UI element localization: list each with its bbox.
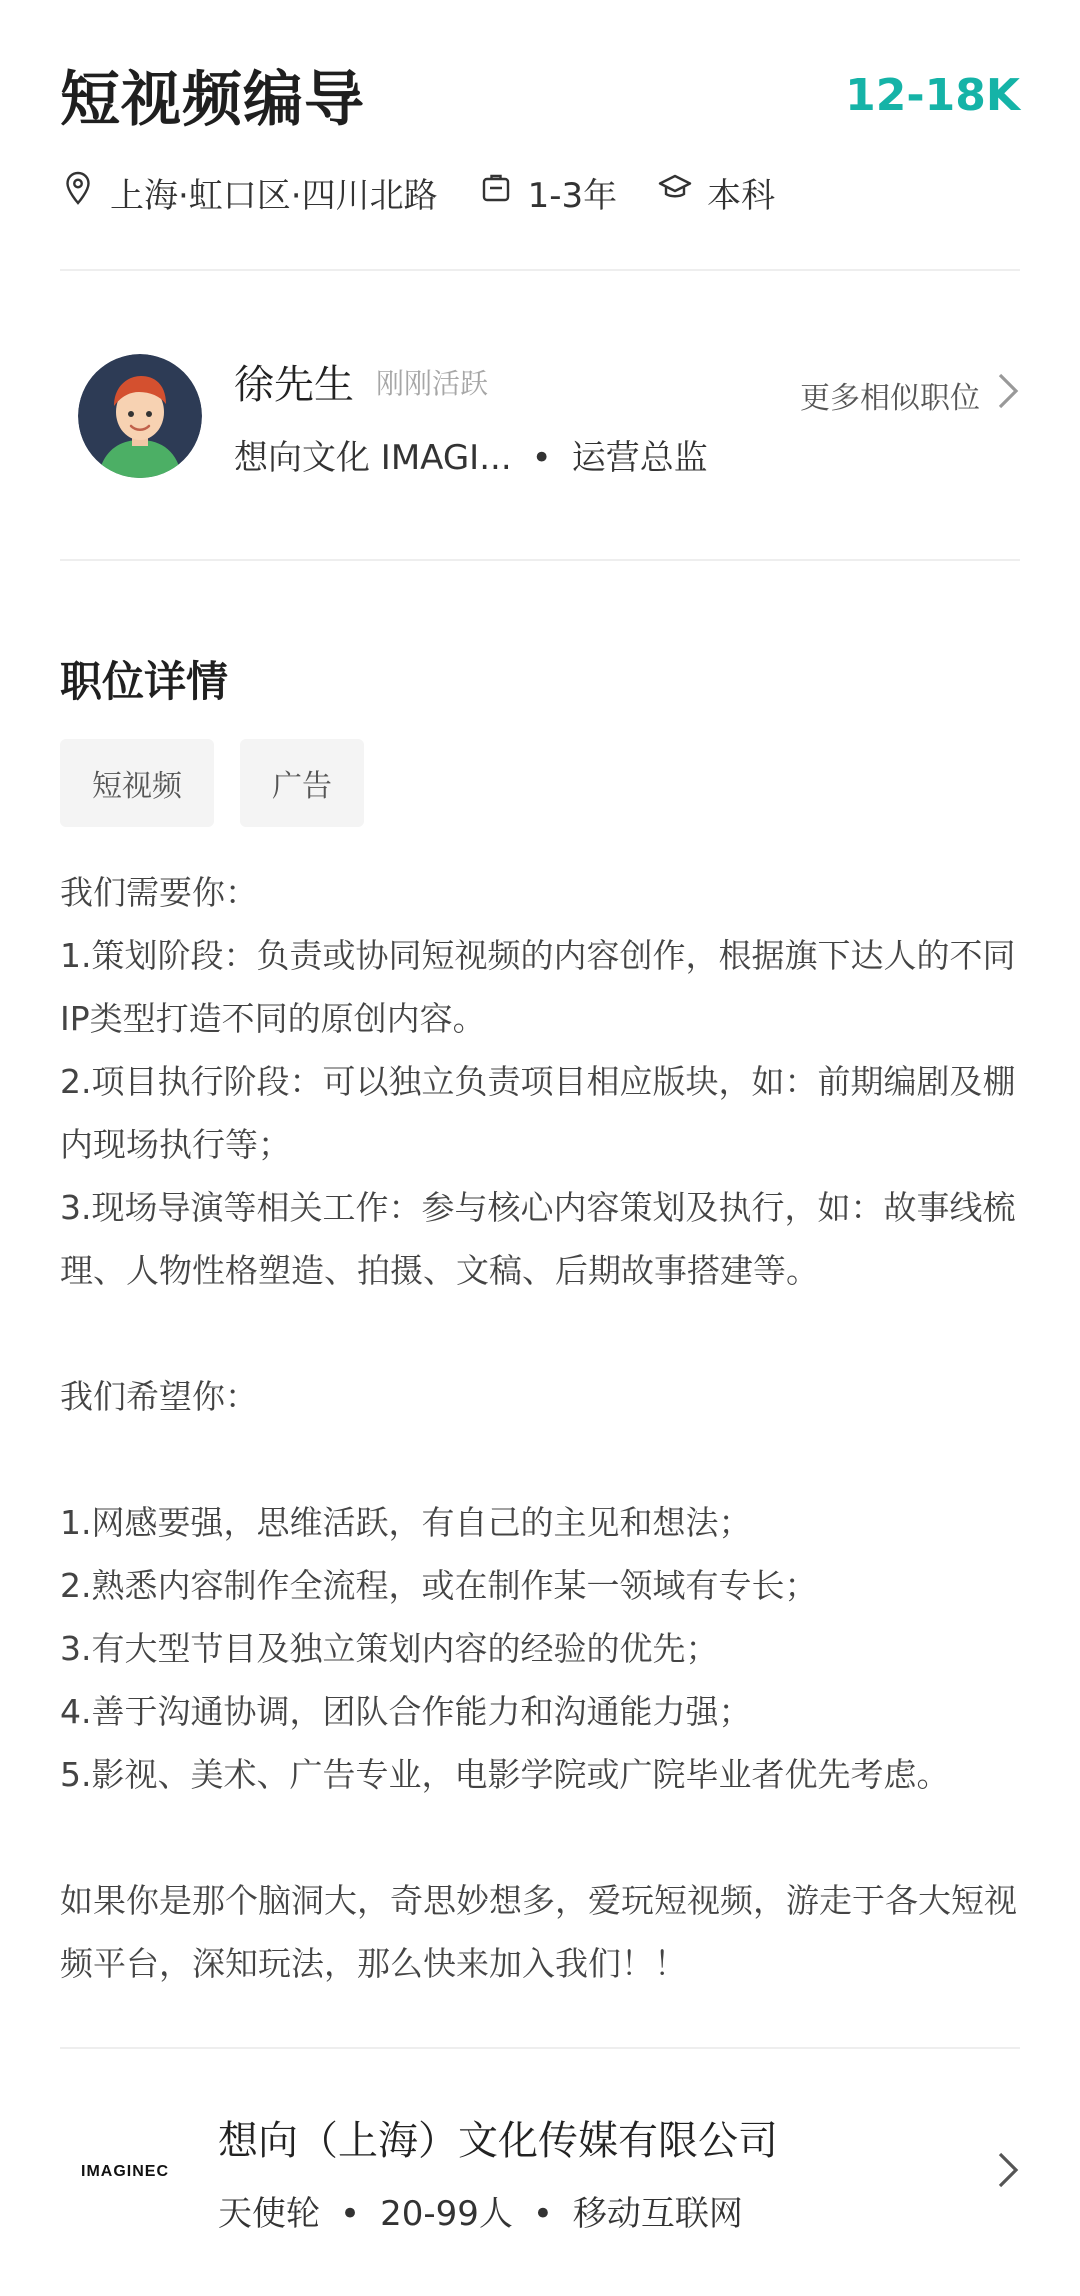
- job-title: 短视频编导: [60, 65, 365, 135]
- experience-text: 1-3年: [527, 176, 618, 216]
- company-card[interactable]: [60, 2049, 1020, 2235]
- more-similar-jobs-link[interactable]: [800, 371, 1020, 419]
- separator-dot: •: [532, 2194, 553, 2234]
- company-funding: 天使轮: [218, 2194, 320, 2234]
- education-meta: [657, 168, 775, 217]
- job-tags: [60, 739, 1020, 827]
- recruiter-status: 刚刚活跃: [376, 366, 489, 400]
- experience-meta: [478, 168, 618, 217]
- recruiter-name: 徐先生: [234, 362, 354, 408]
- graduation-cap-icon: [657, 170, 693, 215]
- salary: 12-18K: [845, 69, 1020, 121]
- tag-short-video: 短视频: [60, 739, 214, 827]
- tag-advertising: 广告: [240, 739, 364, 827]
- chevron-right-icon: [996, 371, 1020, 419]
- recruiter-company-row: [234, 430, 1020, 479]
- avatar[interactable]: [78, 354, 202, 478]
- recruiter-card[interactable]: [60, 271, 1020, 559]
- job-meta: [60, 168, 1020, 217]
- recruiter-company: 想向文化 IMAGI...: [234, 438, 512, 478]
- location-pin-icon: [60, 170, 96, 215]
- company-info: [218, 2109, 996, 2235]
- separator-dot: •: [531, 438, 552, 478]
- title-row: [60, 0, 1020, 138]
- company-industry: 移动互联网: [572, 2194, 743, 2234]
- separator-dot: •: [340, 2194, 361, 2234]
- job-description: 我们需要你： 1.策划阶段：负责或协同短视频的内容创作，根据旗下达人的不同IP类型打造不同的原创内容。 2.项目执行阶段：可以独立负责项目相应版块，如：前期编剧及棚内现场执行等； 3.现场导演等相关工作：参与核心内容策划及执行，如：故事线梳理、人物性格塑造、拍摄、文稿、后期故事搭建等。 我们希望你： 1.网感要强，思维活跃，有自己的主见和想法； 2.熟悉内容制作全流程，或在制作某一领域有专长； 3.有大型节目及独立策划内容的经验的优先； 4.善于沟通协调，团队合作能力和沟通能力强； 5.影视、美术、广告专业，电影学院或广院毕业者优先考虑。 如果你是那个脑洞大，奇思妙想多，爱玩短视频，游走于各大短视频平台，深知玩法，那么快来加入我们！！: [60, 873, 1017, 1983]
- location-meta: [60, 168, 438, 217]
- company-size: 20-99人: [380, 2194, 513, 2234]
- section-title-job-details: 职位详情: [60, 657, 229, 706]
- briefcase-icon: [478, 170, 514, 215]
- more-similar-jobs-label: 更多相似职位: [800, 381, 980, 416]
- recruiter-position: 运营总监: [571, 438, 708, 478]
- location-text: 上海·虹口区·四川北路: [110, 176, 438, 216]
- education-text: 本科: [707, 176, 776, 216]
- company-meta: [218, 2186, 996, 2235]
- divider: [60, 559, 1020, 561]
- chevron-right-icon[interactable]: [996, 2150, 1020, 2194]
- company-logo: IMAGINEC: [81, 2163, 169, 2180]
- company-name: 想向（上海）文化传媒有限公司: [218, 2118, 778, 2164]
